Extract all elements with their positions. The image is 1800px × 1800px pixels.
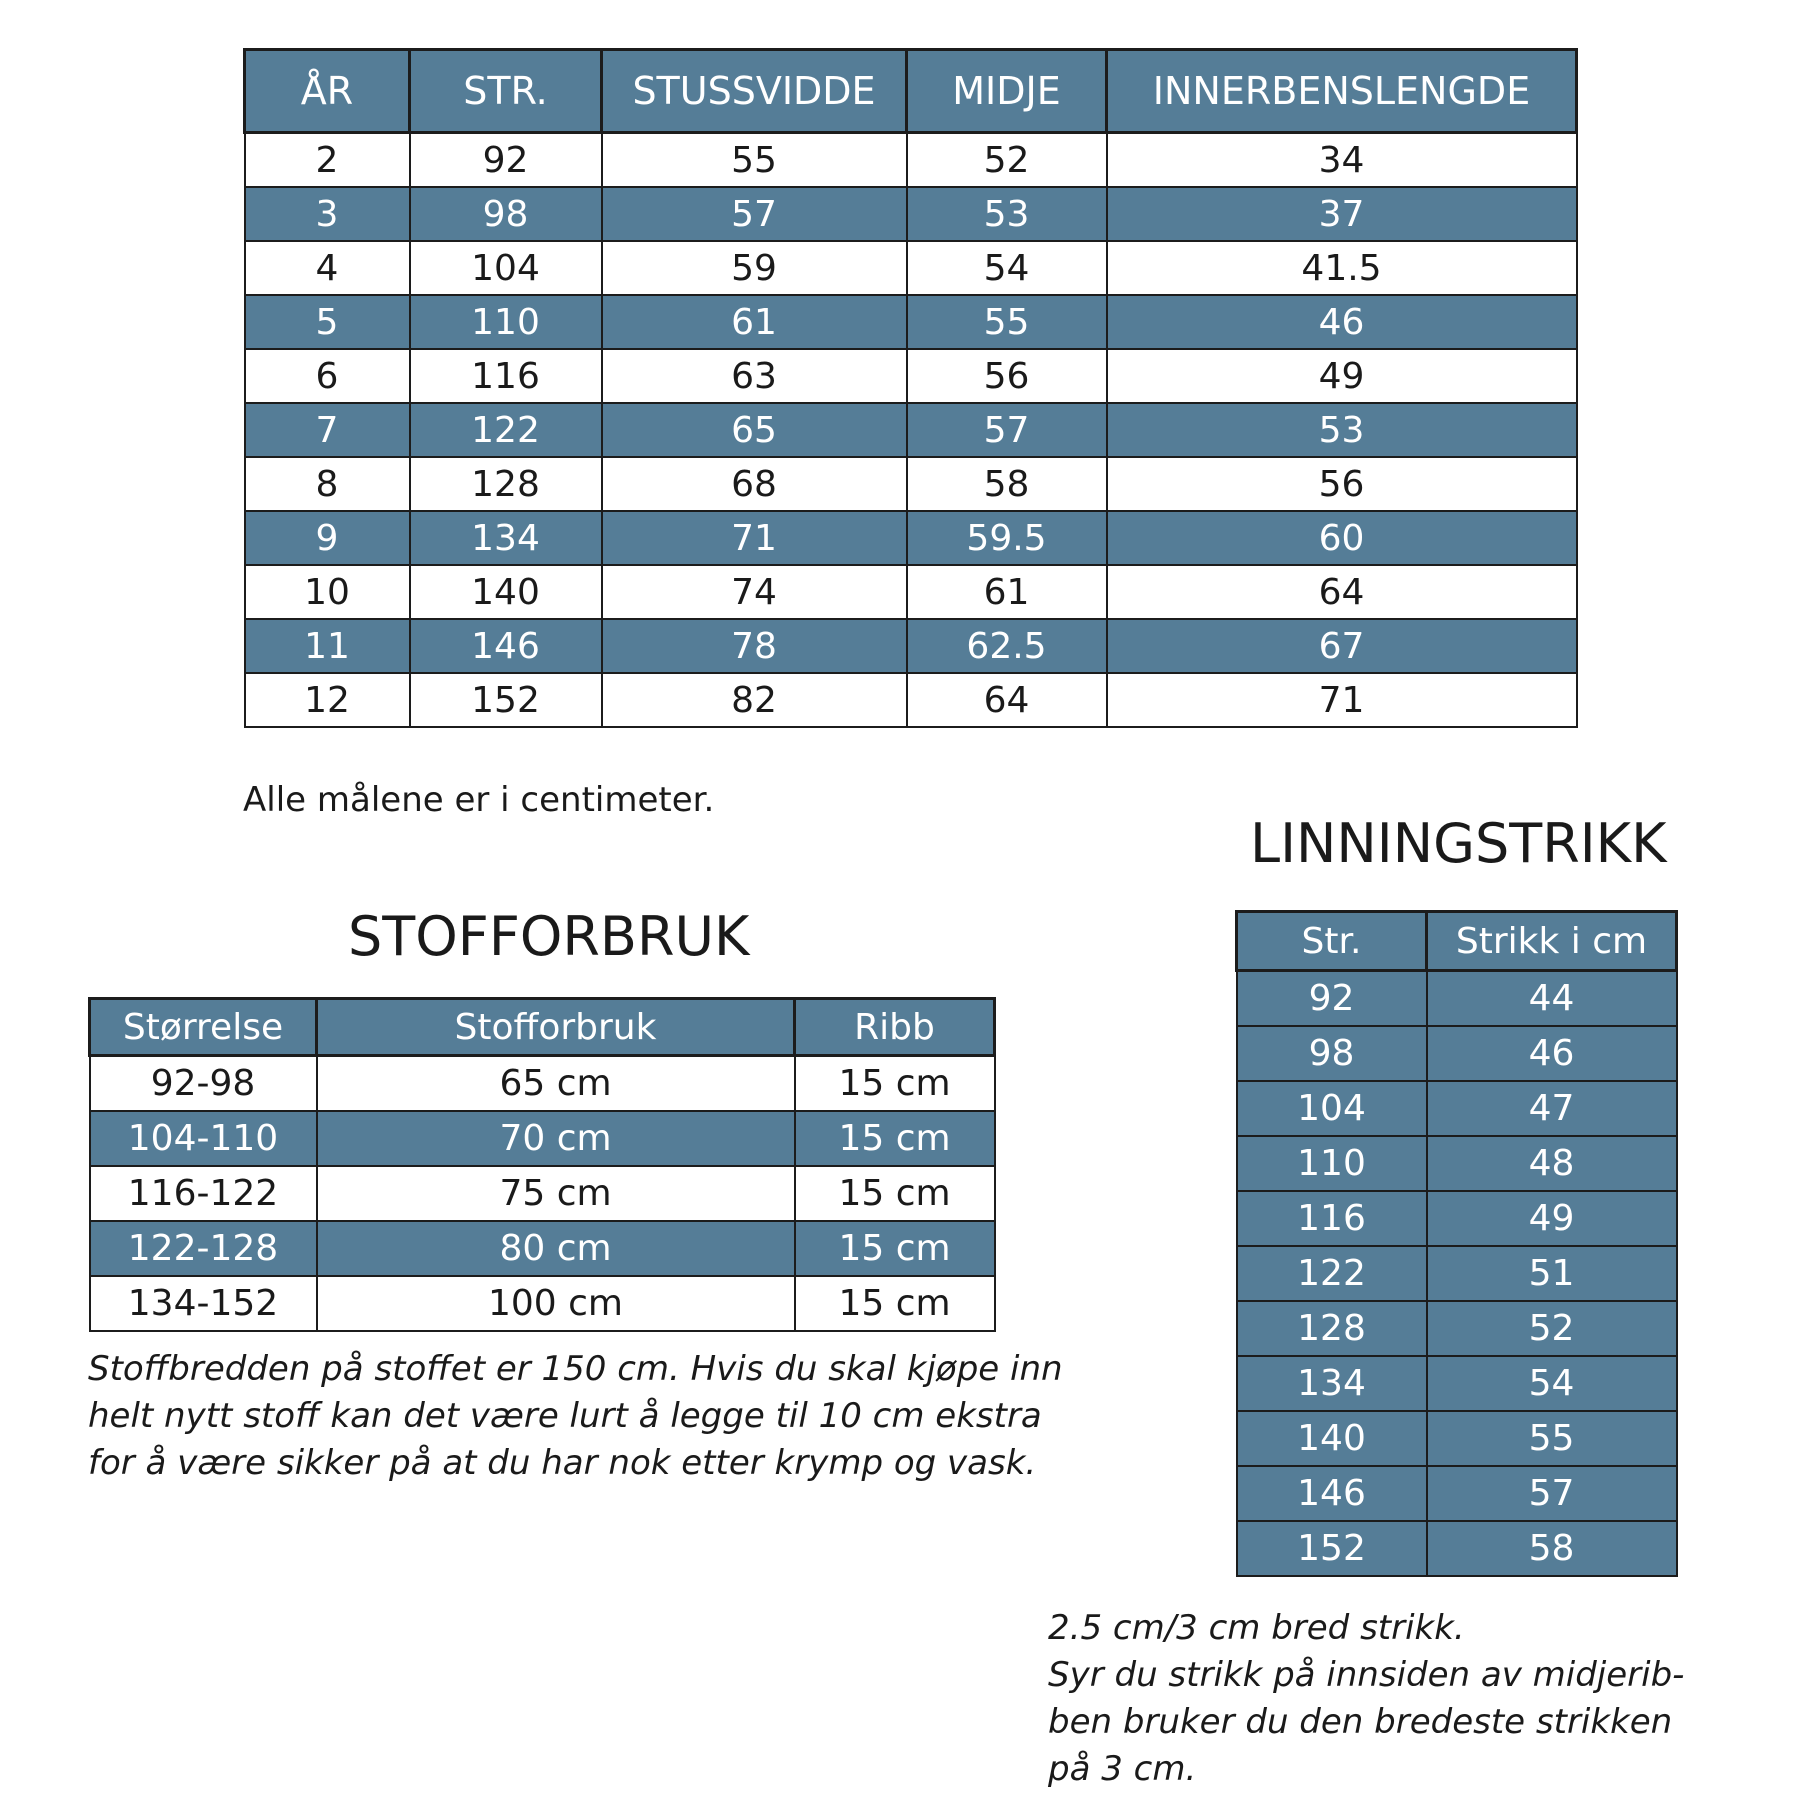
header-str: STR. [410,50,602,133]
table-row [245,349,1577,403]
table-cell: 134 [1237,1356,1427,1411]
table-row [245,673,1577,727]
table-cell: 98 [410,187,602,241]
table-cell: 122 [410,403,602,457]
table-cell: 61 [907,565,1107,619]
table-cell: 122 [1237,1246,1427,1301]
table-cell: 8 [245,457,410,511]
table-cell: 140 [1237,1411,1427,1466]
table-cell: 92-98 [90,1056,317,1112]
table-cell: 15 cm [795,1166,995,1221]
table-cell: 67 [1107,619,1577,673]
table-cell: 56 [1107,457,1577,511]
table-cell: 62.5 [907,619,1107,673]
note-line: for å være sikker på at du har nok etter krymp og vask. [88,1443,1037,1483]
table-cell: 58 [1427,1521,1677,1576]
table-cell: 65 cm [317,1056,795,1112]
table-cell: 10 [245,565,410,619]
table-row [1237,1301,1677,1356]
table-row [90,1056,995,1112]
table-row [245,511,1577,565]
note-line: ben bruker du den bredeste strikken [1048,1702,1673,1742]
table-row [90,1221,995,1276]
table-cell: 9 [245,511,410,565]
table-cell: 55 [907,295,1107,349]
table-cell: 54 [1427,1356,1677,1411]
table-cell: 110 [1237,1136,1427,1191]
table-row [90,1166,995,1221]
table-cell: 57 [602,187,907,241]
table-cell: 152 [410,673,602,727]
table-cell: 64 [907,673,1107,727]
size-chart-table [243,48,1578,728]
table-cell: 4 [245,241,410,295]
table-cell: 51 [1427,1246,1677,1301]
table-cell: 71 [1107,673,1577,727]
table-cell: 152 [1237,1521,1427,1576]
fabric-width-note [88,1346,1063,1487]
table-row [1237,1521,1677,1576]
table-cell: 54 [907,241,1107,295]
table-cell: 78 [602,619,907,673]
table-cell: 49 [1107,349,1577,403]
table-cell: 122-128 [90,1221,317,1276]
note-line: 2.5 cm/3 cm bred strikk. [1048,1608,1465,1648]
table-cell: 140 [410,565,602,619]
fabric-usage-heading: STOFFORBRUK [348,905,750,968]
table-cell: 60 [1107,511,1577,565]
header-str: Str. [1237,912,1427,971]
table-row [1237,1466,1677,1521]
note-line: helt nytt stoff kan det være lurt å legge til 10 cm ekstra [88,1396,1042,1436]
table-row [245,295,1577,349]
table-cell: 52 [907,133,1107,188]
table-row [1237,1411,1677,1466]
table-cell: 3 [245,187,410,241]
table-cell: 34 [1107,133,1577,188]
table-cell: 104-110 [90,1111,317,1166]
table-cell: 57 [1427,1466,1677,1521]
table-row [245,403,1577,457]
table-cell: 55 [1427,1411,1677,1466]
header-stussvidde: STUSSVIDDE [602,50,907,133]
fabric-usage-table [88,997,996,1332]
waistband-elastic-header-row [1237,912,1677,971]
table-cell: 41.5 [1107,241,1577,295]
table-cell: 15 cm [795,1056,995,1112]
table-cell: 68 [602,457,907,511]
table-cell: 64 [1107,565,1577,619]
table-cell: 116 [1237,1191,1427,1246]
fabric-usage-header-row [90,999,995,1056]
table-row [245,187,1577,241]
table-cell: 71 [602,511,907,565]
table-row [1237,1026,1677,1081]
table-cell: 104 [410,241,602,295]
table-cell: 59.5 [907,511,1107,565]
table-cell: 74 [602,565,907,619]
table-cell: 146 [1237,1466,1427,1521]
table-row [1237,1191,1677,1246]
table-cell: 80 cm [317,1221,795,1276]
table-row [245,133,1577,188]
table-cell: 49 [1427,1191,1677,1246]
waistband-elastic-table [1235,910,1678,1577]
table-row [245,241,1577,295]
table-cell: 12 [245,673,410,727]
table-cell: 116-122 [90,1166,317,1221]
table-cell: 46 [1107,295,1577,349]
table-cell: 110 [410,295,602,349]
measurement-unit-note: Alle målene er i centimeter. [243,780,715,820]
table-row [1237,1356,1677,1411]
table-cell: 15 cm [795,1221,995,1276]
table-row [245,565,1577,619]
table-cell: 134-152 [90,1276,317,1331]
table-row [90,1111,995,1166]
table-row [1237,1246,1677,1301]
table-cell: 2 [245,133,410,188]
header-midje: MIDJE [907,50,1107,133]
table-cell: 47 [1427,1081,1677,1136]
table-cell: 58 [907,457,1107,511]
table-cell: 11 [245,619,410,673]
table-cell: 70 cm [317,1111,795,1166]
table-cell: 46 [1427,1026,1677,1081]
header-strikk-i-cm: Strikk i cm [1427,912,1677,971]
table-cell: 92 [410,133,602,188]
header-innerbenslengde: INNERBENSLENGDE [1107,50,1577,133]
table-cell: 59 [602,241,907,295]
table-row [245,619,1577,673]
table-cell: 65 [602,403,907,457]
header-ar: ÅR [245,50,410,133]
table-row [90,1276,995,1331]
table-cell: 63 [602,349,907,403]
header-stofforbruk: Stofforbruk [317,999,795,1056]
table-cell: 53 [907,187,1107,241]
table-cell: 7 [245,403,410,457]
table-cell: 44 [1427,971,1677,1027]
table-cell: 15 cm [795,1276,995,1331]
table-cell: 92 [1237,971,1427,1027]
table-row [1237,1081,1677,1136]
table-cell: 116 [410,349,602,403]
table-cell: 57 [907,403,1107,457]
header-ribb: Ribb [795,999,995,1056]
table-cell: 15 cm [795,1111,995,1166]
note-line: på 3 cm. [1048,1749,1197,1789]
size-chart-header-row [245,50,1577,133]
table-cell: 134 [410,511,602,565]
header-storrelse: Størrelse [90,999,317,1056]
table-cell: 48 [1427,1136,1677,1191]
table-cell: 53 [1107,403,1577,457]
note-line: Stoffbredden på stoffet er 150 cm. Hvis du skal kjøpe inn [88,1349,1063,1389]
table-cell: 146 [410,619,602,673]
elastic-width-note [1048,1605,1684,1793]
table-cell: 52 [1427,1301,1677,1356]
table-cell: 82 [602,673,907,727]
table-cell: 6 [245,349,410,403]
table-cell: 37 [1107,187,1577,241]
table-row [1237,1136,1677,1191]
table-cell: 56 [907,349,1107,403]
table-row [1237,971,1677,1027]
table-cell: 5 [245,295,410,349]
table-cell: 128 [1237,1301,1427,1356]
table-cell: 75 cm [317,1166,795,1221]
note-line: Syr du strikk på innsiden av midjerib- [1048,1655,1685,1695]
table-row [245,457,1577,511]
table-cell: 61 [602,295,907,349]
waistband-elastic-heading: LINNINGSTRIKK [1250,812,1667,875]
table-cell: 100 cm [317,1276,795,1331]
table-cell: 104 [1237,1081,1427,1136]
table-cell: 55 [602,133,907,188]
table-cell: 128 [410,457,602,511]
table-cell: 98 [1237,1026,1427,1081]
